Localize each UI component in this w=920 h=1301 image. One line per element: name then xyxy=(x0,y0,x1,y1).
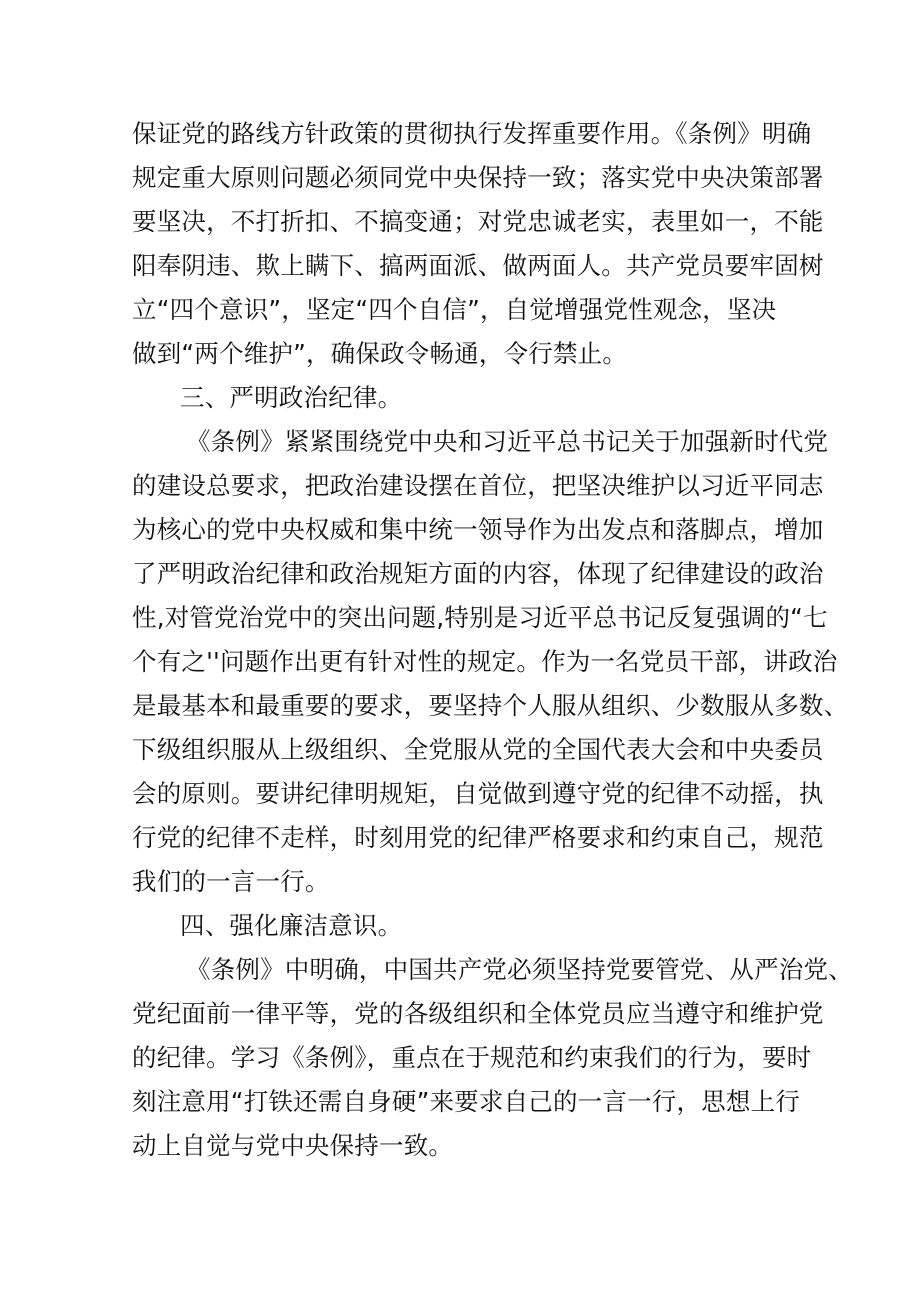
paragraph-line: 下级组织服从上级组织、全党服从党的全国代表大会和中央委员 xyxy=(132,735,824,764)
paragraph-line: 刻注意用“打铁还需自身硬”来要求自己的一言一行，思想上行 xyxy=(132,1087,800,1116)
paragraph-line: 保证党的路线方针政策的贯彻执行发挥重要作用。《条例》明确 xyxy=(132,119,812,148)
paragraph-line: 是最基本和最重要的要求，要坚持个人服从组织、少数服从多数、 xyxy=(132,691,849,720)
paragraph-line: 阳奉阴违、欺上瞒下、搞两面派、做两面人。共产党员要牢固树 xyxy=(132,251,824,280)
paragraph-line: 了严明政治纪律和政治规矩方面的内容，体现了纪律建设的政治 xyxy=(132,559,824,588)
paragraph-line: 个有之''问题作出更有针对性的规定。作为一名党员干部，讲政治 xyxy=(132,647,838,676)
paragraph-line: 我们的一言一行。 xyxy=(132,867,330,896)
paragraph-line: 规定重大原则问题必须同党中央保持一致；落实党中央决策部署 xyxy=(132,163,824,192)
paragraph-line: 的建设总要求，把政治建设摆在首位，把坚决维护以习近平同志 xyxy=(132,471,824,500)
paragraph-line: 性,对管党治党中的突出问题,特别是习近平总书记反复强调的“七 xyxy=(132,603,828,632)
paragraph-line: 党纪面前一律平等，党的各级组织和全体党员应当遵守和维护党 xyxy=(132,999,824,1028)
paragraph-line: 为核心的党中央权威和集中统一领导作为出发点和落脚点，增加 xyxy=(132,515,824,544)
paragraph-line: 立“四个意识”，坚定“四个自信”，自觉增强党性观念，坚决 xyxy=(132,295,777,324)
paragraph-line: 动上自觉与党中央保持一致。 xyxy=(132,1131,454,1160)
section-heading-four: 四、强化廉洁意识。 xyxy=(180,911,403,940)
paragraph-line: 做到“两个维护”，确保政令畅通，令行禁止。 xyxy=(132,339,628,368)
paragraph-line: 《条例》紧紧围绕党中央和习近平总书记关于加强新时代党 xyxy=(186,427,829,456)
paragraph-line: 的纪律。学习《条例》，重点在于规范和约束我们的行为，要时 xyxy=(132,1043,812,1072)
paragraph-line: 《条例》中明确，中国共产党必须坚持党要管党、从严治党、 xyxy=(186,955,853,984)
paragraph-line: 行党的纪律不走样，时刻用党的纪律严格要求和约束自己，规范 xyxy=(132,823,824,852)
paragraph-line: 会的原则。要讲纪律明规矩，自觉做到遵守党的纪律不动摇，执 xyxy=(132,779,824,808)
section-heading-three: 三、严明政治纪律。 xyxy=(180,383,403,412)
paragraph-line: 要坚决，不打折扣、不搞变通；对党忠诚老实，表里如一，不能 xyxy=(132,207,824,236)
